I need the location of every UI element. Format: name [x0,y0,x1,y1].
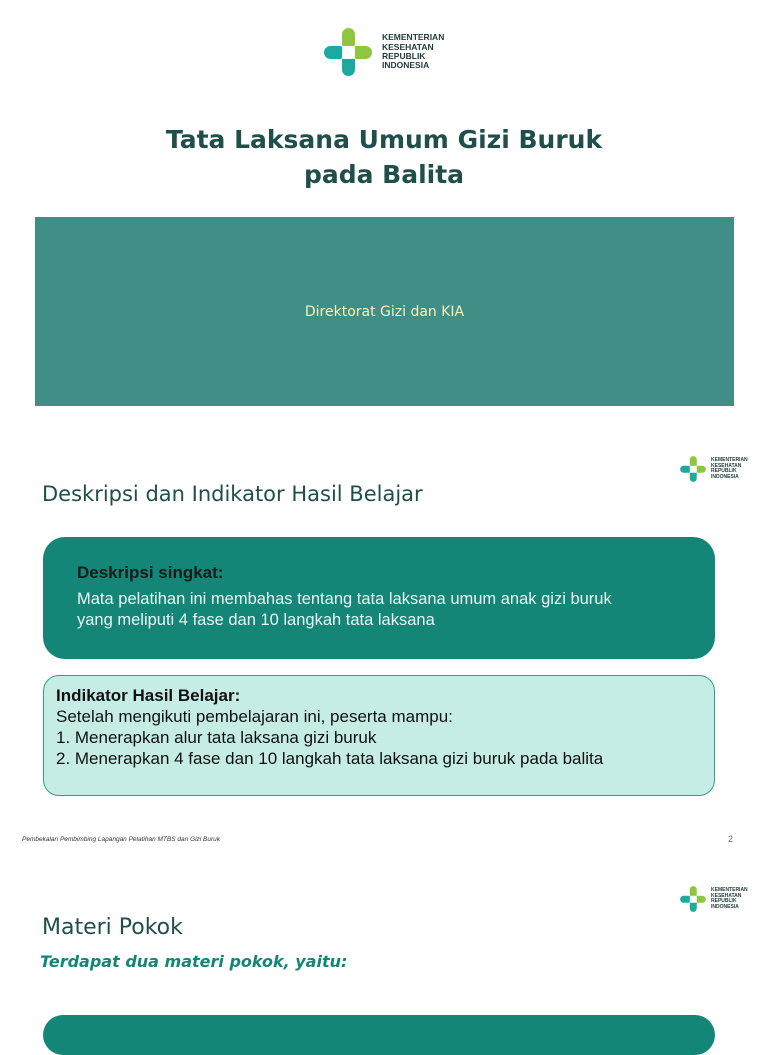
kemenkes-logo-small [678,884,748,914]
logo-line: REPUBLIK [382,51,426,61]
kemenkes-emblem-icon [320,24,376,80]
kemenkes-emblem-icon [678,454,708,484]
logo-line: REPUBLIK [711,898,737,904]
logo-line: REPUBLIK [711,468,737,474]
indicator-box [43,675,715,796]
slide-heading: Materi Pokok [42,915,183,940]
logo-line: KESEHATAN [711,892,742,899]
title-line-2: pada Balita [303,160,465,189]
logo-line: INDONESIA [711,473,739,480]
slide-heading: Deskripsi dan Indikator Hasil Belajar [42,482,423,506]
slide-description [0,430,768,860]
indicator-item: 2. Menerapkan 4 fase dan 10 langkah tata laksana gizi buruk pada balita [56,749,604,768]
slide-footer: Pembekalan Pembimbing Lapangan Pelatihan MTBS dan Gizi Buruk [22,836,221,843]
title-line-1: Tata Laksana Umum Gizi Buruk [165,125,603,154]
description-line: Mata pelatihan ini membahas tentang tata laksana umum anak gizi buruk [77,590,612,608]
description-heading: Deskripsi singkat: [77,563,224,582]
logo-line: KEMENTERIAN [711,887,748,893]
description-body [77,589,681,631]
title-band [35,217,734,406]
description-box [43,537,715,659]
presentation-title [0,122,768,192]
logo-line: KESEHATAN [711,462,742,469]
page-number: 2 [728,834,734,844]
indicator-heading: Indikator Hasil Belajar: [56,686,241,705]
presenter-org: Direktorat Gizi dan KIA [304,303,465,320]
indicator-item: 1. Menerapkan alur tata laksana gizi buruk [56,728,377,747]
slide-title [0,0,768,430]
materi-box [43,1015,715,1055]
kemenkes-logo [320,24,444,80]
logo-line: INDONESIA [382,60,430,71]
logo-line: KEMENTERIAN [711,457,748,463]
indicator-intro: Setelah mengikuti pembelajaran ini, peserta mampu: [56,707,453,726]
logo-line: INDONESIA [711,903,739,910]
kemenkes-logo-small [678,454,748,484]
logo-line: KEMENTERIAN [382,32,445,43]
description-line: yang meliputi 4 fase dan 10 langkah tata laksana [77,611,435,629]
slide-materi [0,860,768,1024]
kemenkes-emblem-icon [678,884,708,914]
slide-subheading: Terdapat dua materi pokok, yaitu: [40,952,348,971]
logo-line: KESEHATAN [382,41,434,52]
